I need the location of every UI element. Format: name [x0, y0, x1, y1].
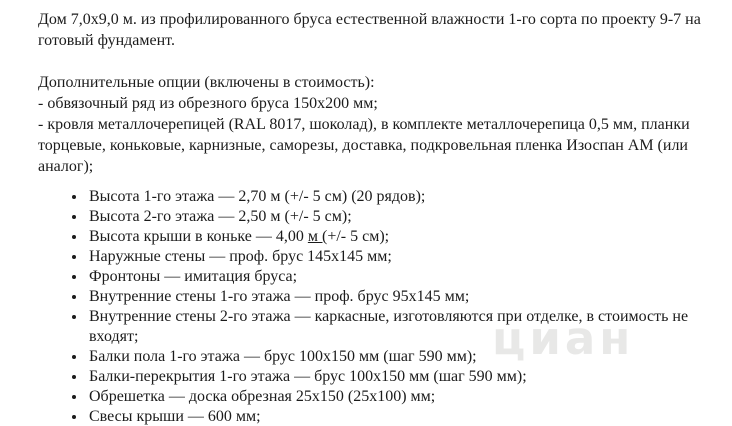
list-item: [87, 267, 714, 287]
item-text: Балки-перекрытия 1-го этажа — брус 100x150 мм (шаг 590 мм);: [89, 368, 527, 385]
item-text: Высота 2-го этажа — 2,50 м (+/- 5 см);: [89, 208, 352, 225]
options-line: - кровля металлочерепицей (RAL 8017, шоколад), в комплекте металлочерепица 0,5 мм, планки торцевые, коньковые, карнизные, саморезы, доставка, подкровельная пленка Изоспан АМ (или аналог);: [38, 116, 690, 175]
list-item: [87, 307, 714, 347]
item-text: Внутренние стены 1-го этажа — проф. брус 95x145 мм;: [89, 288, 470, 305]
item-text: Высота 1-го этажа — 2,70 м (+/- 5 см) (20 рядов);: [89, 188, 426, 205]
item-text: Внутренние стены 2-го этажа — каркасные, изготовляются при отделке, в стоимость не входят;: [89, 308, 689, 345]
item-text: Фронтоны — имитация бруса;: [89, 268, 298, 285]
item-text: +/- 5 см);: [327, 228, 390, 245]
item-text: Свесы крыши — 600 мм;: [89, 408, 261, 425]
site-watermark: циан: [492, 312, 635, 365]
options-lines: [38, 93, 714, 177]
list-item: [87, 247, 714, 267]
list-item: [87, 347, 714, 367]
list-item: [87, 207, 714, 227]
list-item: [87, 187, 714, 207]
options-title: Дополнительные опции (включены в стоимость):: [38, 74, 375, 91]
item-text: Наружные стены — проф. брус 145x145 мм;: [89, 248, 392, 265]
list-item: [87, 367, 714, 387]
item-text: Балки пола 1-го этажа — брус 100x150 мм (шаг 590 мм);: [89, 348, 477, 365]
options-line: - обвязочный ряд из обрезного бруса 150x200 мм;: [38, 95, 378, 112]
list-item: [87, 387, 714, 407]
intro-paragraph: Дом 7,0x9,0 м. из профилированного бруса естественной влажности 1-го сорта по проекту 9-7 на готовый фундамент.: [38, 11, 701, 49]
list-item: [87, 407, 714, 426]
list-item: [87, 287, 714, 307]
options-block: [38, 72, 714, 177]
item-text: Обрешетка — доска обрезная 25x150 (25x100) мм;: [89, 388, 436, 405]
item-text: Высота крыши в коньке — 4,00: [89, 228, 308, 245]
specs-list: [38, 187, 714, 426]
list-item: [87, 227, 714, 247]
underlined-text: м (: [307, 228, 328, 245]
